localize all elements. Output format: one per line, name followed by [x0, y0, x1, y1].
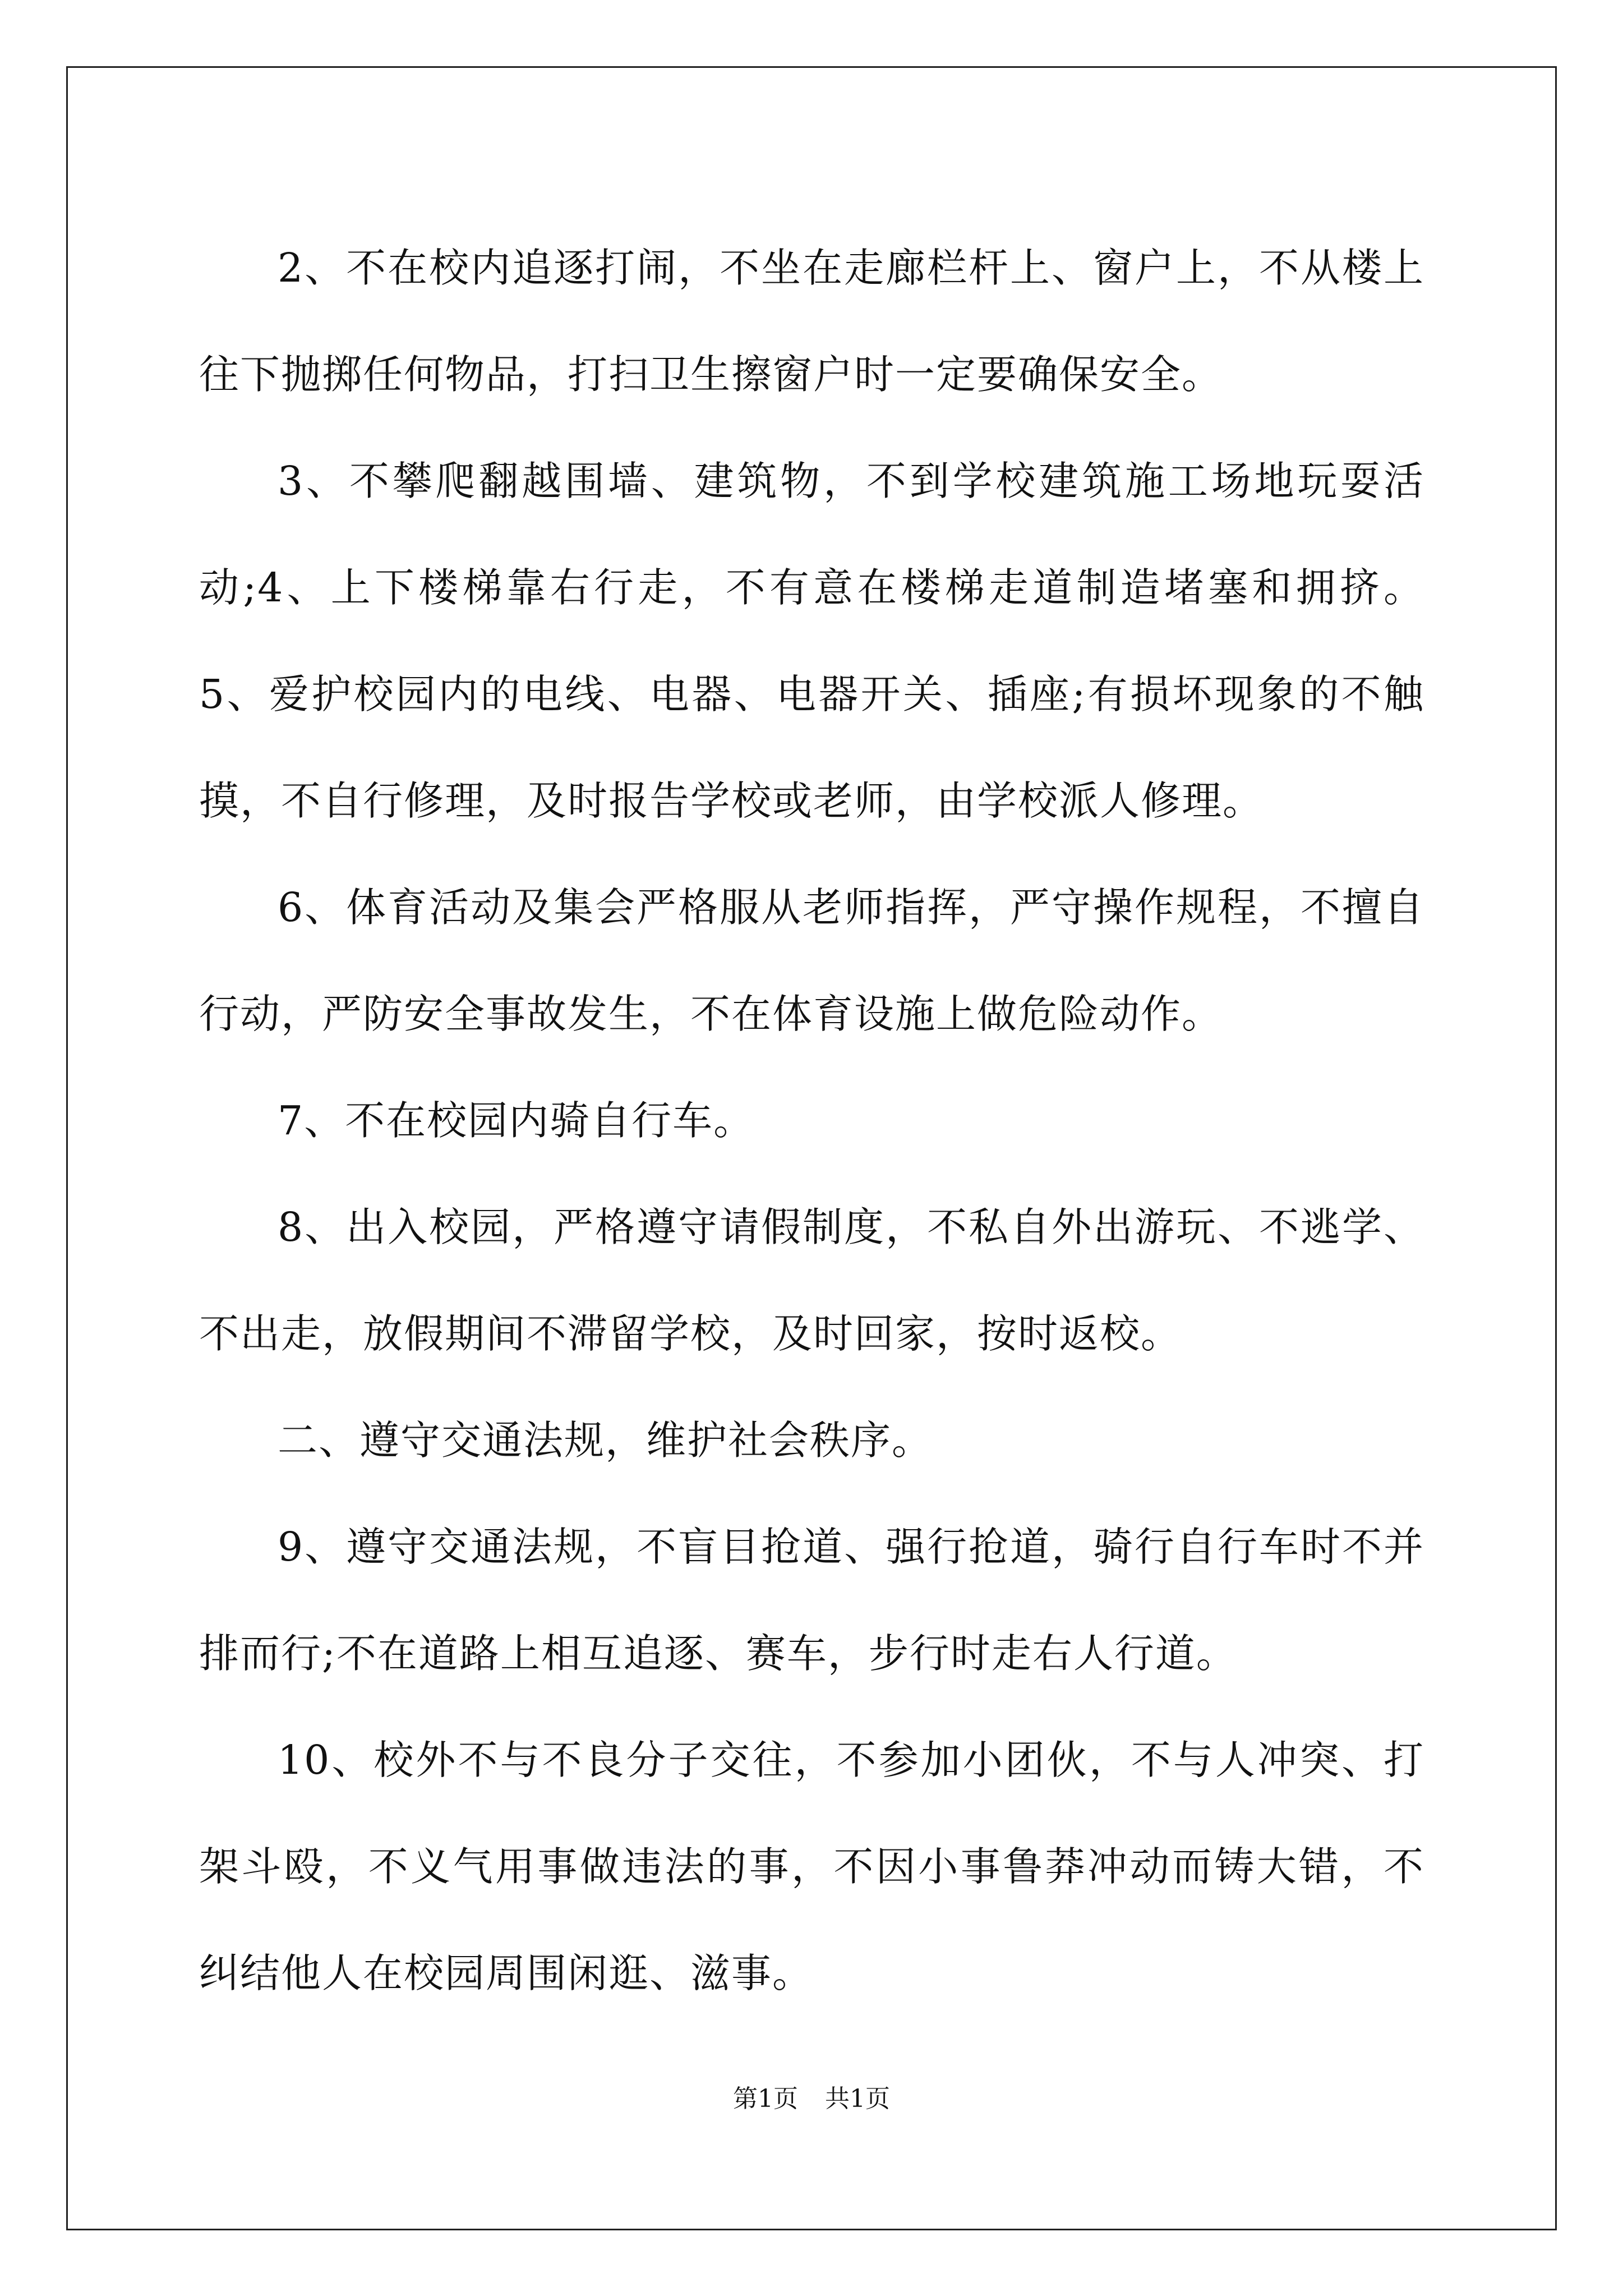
- page-footer: [0, 2082, 1623, 2116]
- paragraph: 10、校外不与不良分子交往，不参加小团伙，不与人冲突、打架斗殴，不义气用事做违法的事，不因小事鲁莽冲动而铸大错，不纠结他人在校园周围闲逛、滋事。: [199, 1737, 1424, 1996]
- paragraph: 8、出入校园，严格遵守请假制度，不私自外出游玩、不逃学、不出走，放假期间不滞留学校，及时回家，按时返校。: [199, 1204, 1424, 1357]
- section-heading: 二、遵守交通法规，维护社会秩序。: [278, 1417, 933, 1464]
- paragraph: 3、不攀爬翻越围墙、建筑物，不到学校建筑施工场地玩耍活动;4、上下楼梯靠右行走，不有意在楼梯走道制造堵塞和拥挤。 5、爱护校园内的电线、电器、电器开关、插座;有损坏现象的不触摸，不自行修理，及时报告学校或老师，由学校派人修理。: [199, 458, 1424, 824]
- document-body: [199, 215, 1424, 2027]
- paragraph: 9、遵守交通法规，不盲目抢道、强行抢道，骑行自行车时不并排而行;不在道路上相互追逐、赛车，步行时走右人行道。: [199, 1524, 1424, 1677]
- page-number: 第1页: [733, 2085, 798, 2113]
- paragraph: 2、不在校内追逐打闹，不坐在走廊栏杆上、窗户上，不从楼上往下抛掷任何物品，打扫卫生擦窗户时一定要确保安全。: [199, 245, 1424, 398]
- page-total: 共1页: [825, 2085, 890, 2113]
- paragraph: 6、体育活动及集会严格服从老师指挥，严守操作规程，不擅自行动，严防安全事故发生，不在体育设施上做危险动作。: [199, 884, 1424, 1037]
- paragraph: 7、不在校园内骑自行车。: [278, 1097, 755, 1144]
